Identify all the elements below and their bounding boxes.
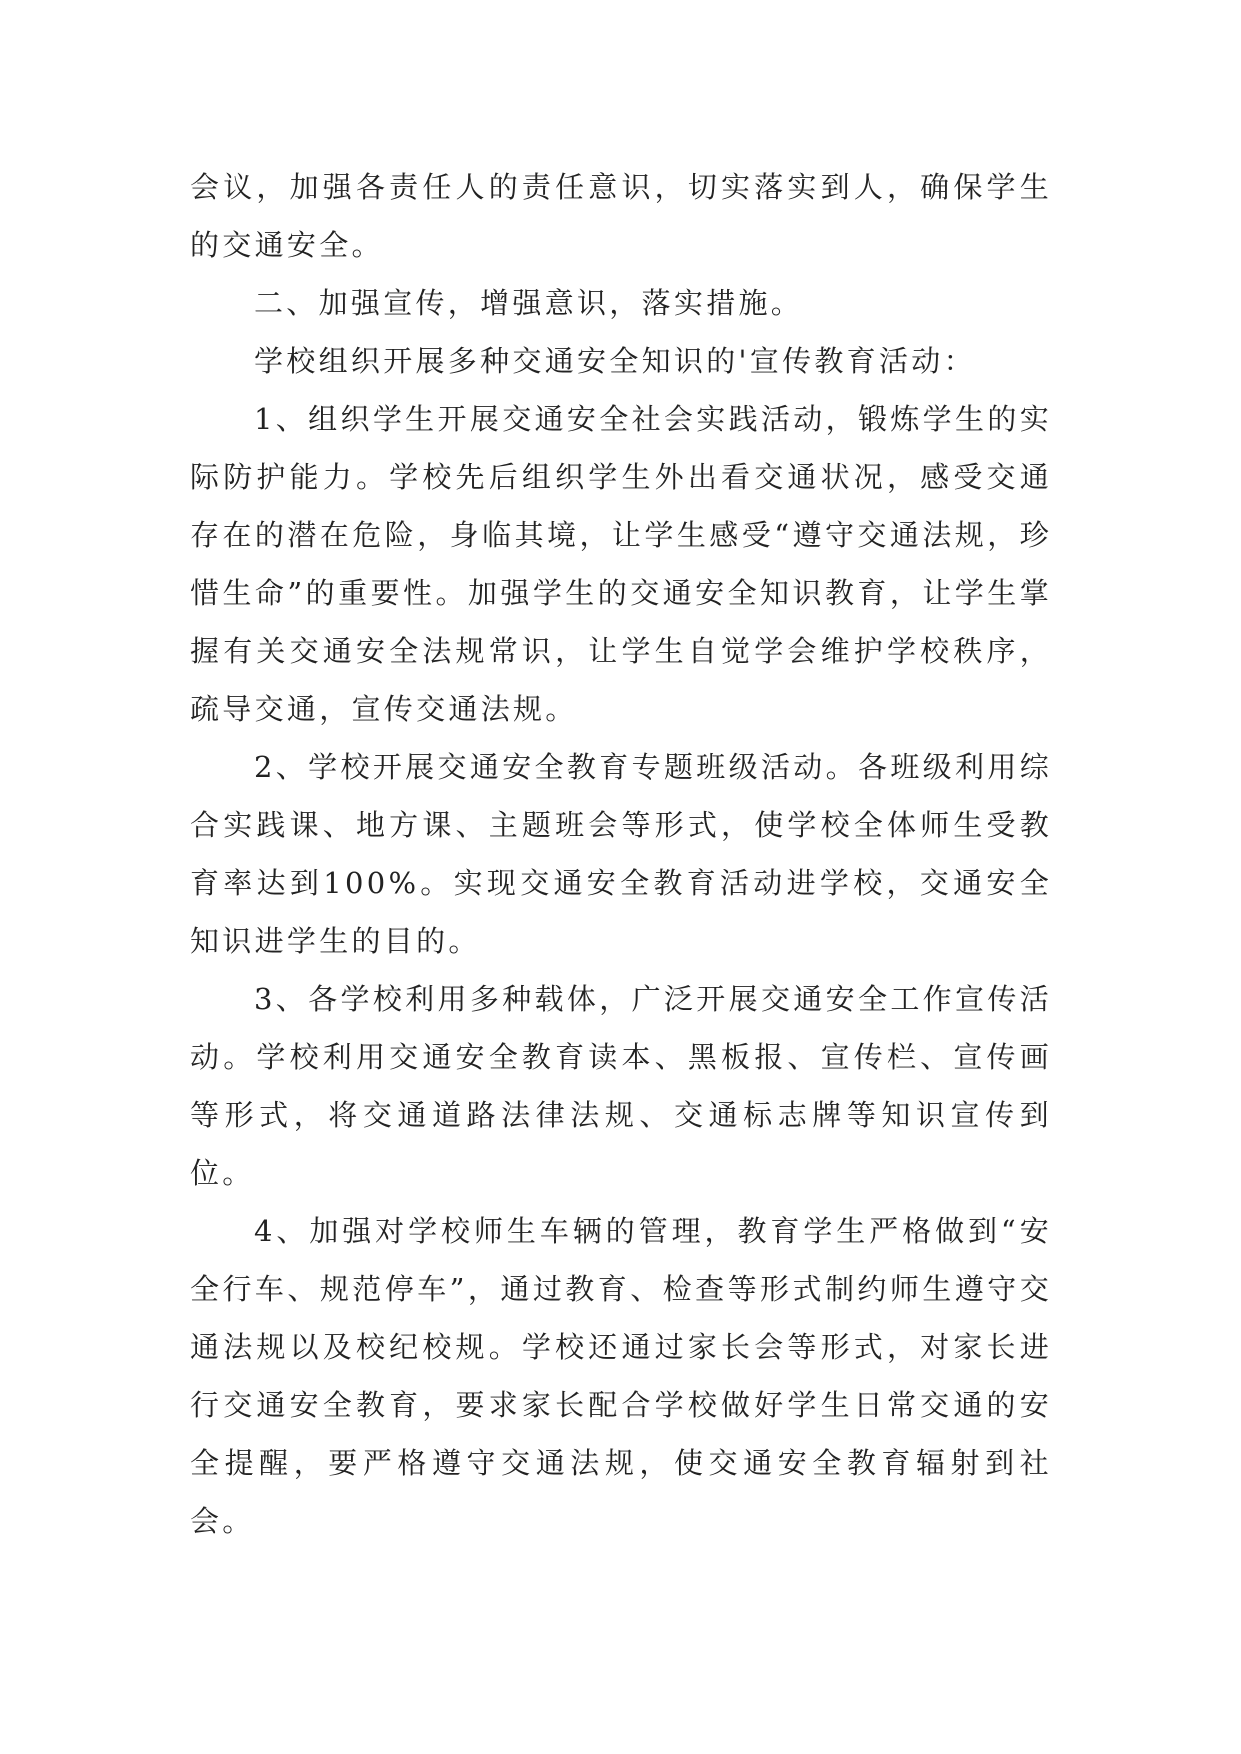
paragraph-item-3: 3、各学校利用多种载体，广泛开展交通安全工作宣传活动。学校利用交通安全教育读本、黑板报、宣传栏、宣传画等形式，将交通道路法律法规、交通标志牌等知识宣传到位。: [190, 982, 1052, 1190]
paragraph-item-4: 4、加强对学校师生车辆的管理，教育学生严格做到“安全行车、规范停车”，通过教育、检查等形式制约师生遵守交通法规以及校纪校规。学校还通过家长会等形式，对家长进行交通安全教育，要求家长配合学校做好学生日常交通的安全提醒，要严格遵守交通法规，使交通安全教育辐射到社会。: [190, 1214, 1052, 1538]
document-body: [190, 158, 1052, 1550]
paragraph-item-1: 1、组织学生开展交通安全社会实践活动，锻炼学生的实际防护能力。学校先后组织学生外出看交通状况，感受交通存在的潜在危险，身临其境，让学生感受“遵守交通法规，珍惜生命”的重要性。加强学生的交通安全知识教育，让学生掌握有关交通安全法规常识，让学生自觉学会维护学校秩序，疏导交通，宣传交通法规。: [190, 402, 1052, 726]
paragraph-item-2: 2、学校开展交通安全教育专题班级活动。各班级利用综合实践课、地方课、主题班会等形式，使学校全体师生受教育率达到100%。实现交通安全教育活动进学校，交通安全知识进学生的目的。: [190, 750, 1052, 958]
paragraph-3: 学校组织开展多种交通安全知识的'宣传教育活动：: [254, 344, 976, 378]
paragraph-2-heading: 二、加强宣传，增强意识，落实措施。: [254, 286, 804, 320]
paragraph-1: 会议，加强各责任人的责任意识，切实落实到人，确保学生的交通安全。: [190, 170, 1052, 262]
